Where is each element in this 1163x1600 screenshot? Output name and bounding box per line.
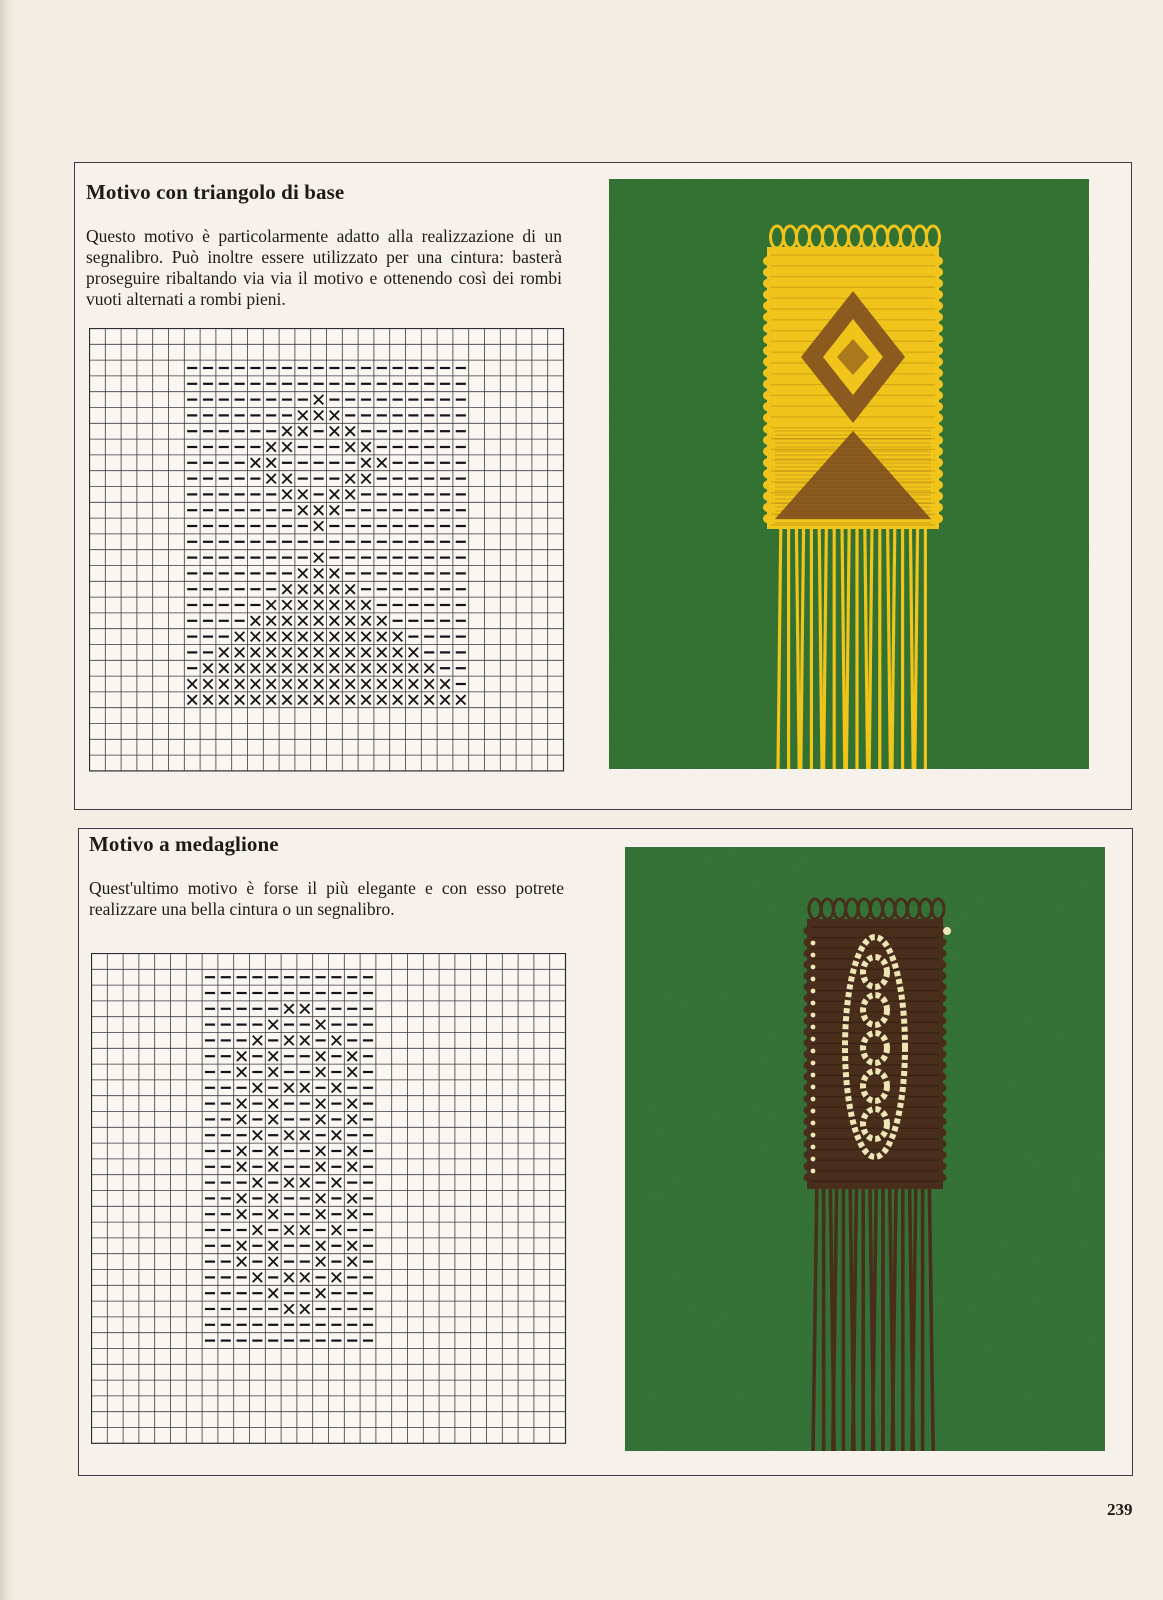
section-description: Questo motivo è particolarmente adatto alla realizzazione di un segnalibro. Può inoltre essere utilizzato per una cintura: basterà proseguire ribaltando via via il motivo e ottenendo così dei rombi vuoti alternati a rombi pieni.	[86, 226, 562, 309]
section-medallion-motif	[78, 828, 1133, 1476]
section-title: Motivo a medaglione	[89, 832, 279, 856]
page-number: 239	[1107, 1500, 1133, 1519]
section-title: Motivo con triangolo di base	[86, 180, 345, 204]
page-binding-edge	[0, 0, 14, 1600]
pattern-grid	[91, 953, 567, 1445]
bookmark-photo	[609, 179, 1089, 769]
pattern-grid	[89, 328, 567, 773]
bookmark-photo	[625, 847, 1105, 1451]
section-description: Quest'ultimo motivo è forse il più elegante e con esso potrete realizzare una bella cintura o un segnalibro.	[89, 878, 564, 919]
section-triangle-motif	[74, 162, 1132, 810]
